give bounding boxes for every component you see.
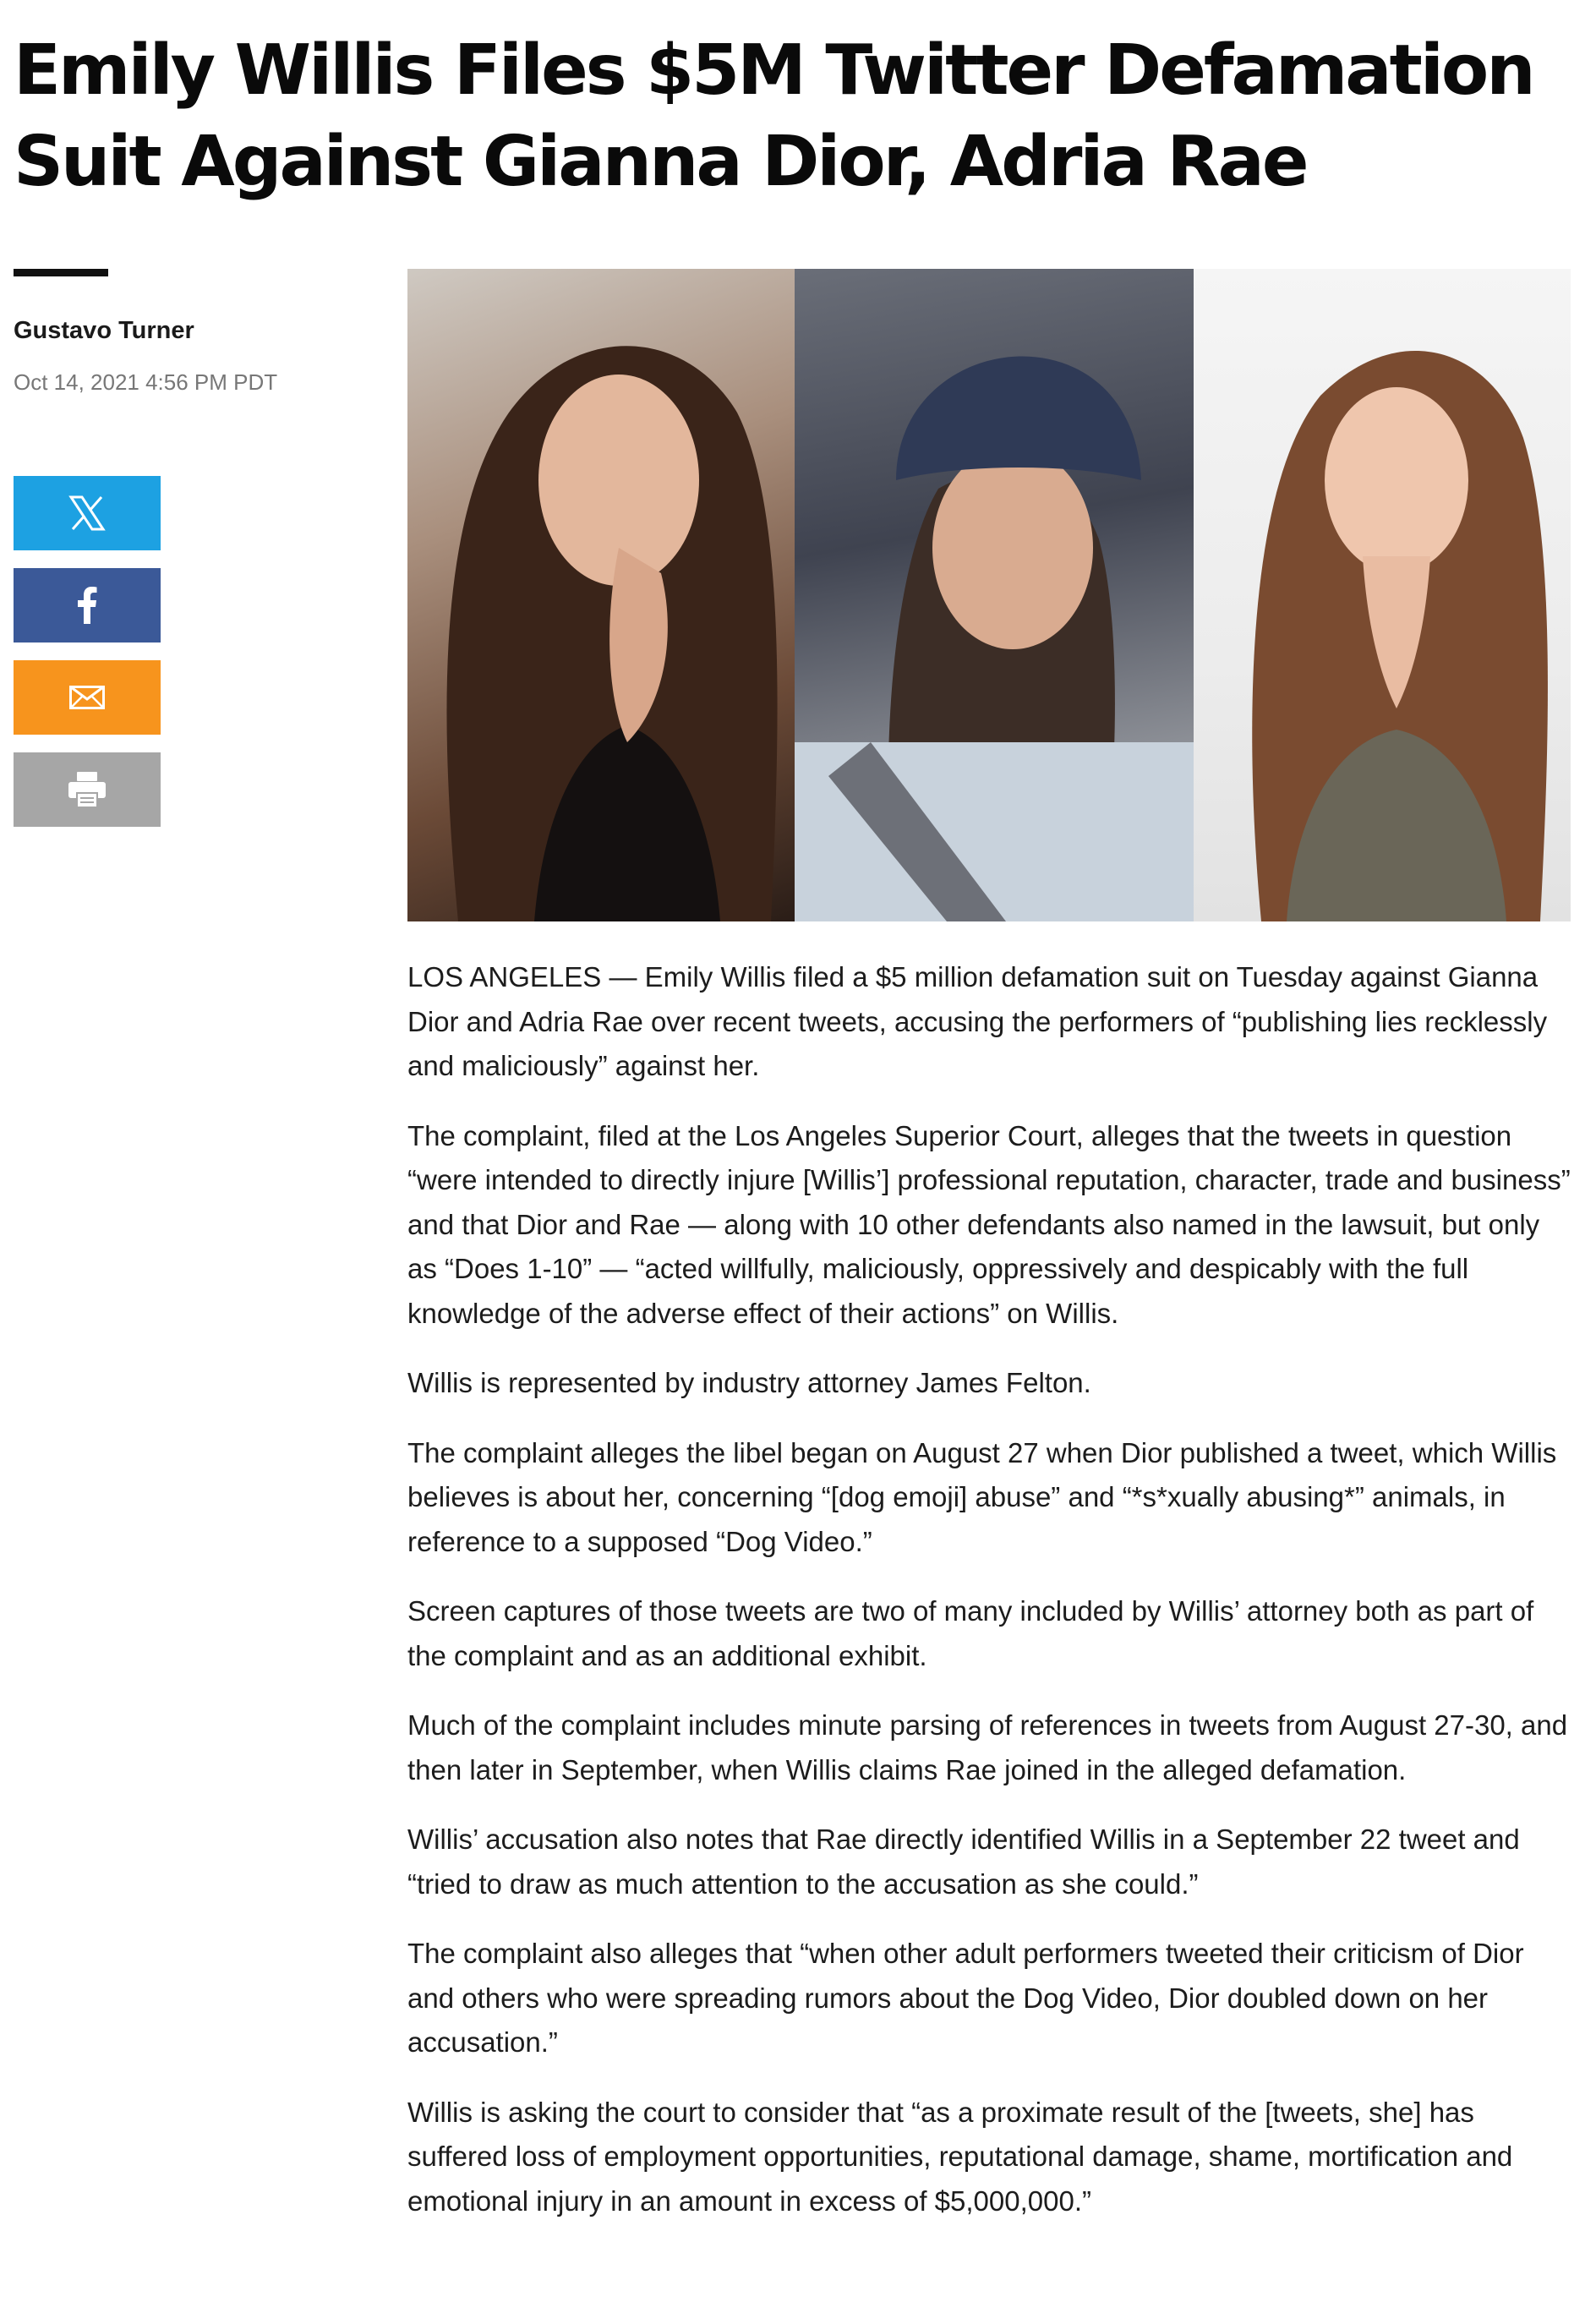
portrait-left [407,269,795,921]
article-paragraph: Much of the complaint includes minute parsing of references in tweets from August 27-30, and then later in September, when Willis claims Rae joined in the alleged defamation. [407,1709,1568,1785]
facebook-icon [77,587,97,624]
portrait-right [1194,269,1571,921]
article-paragraph: The complaint also alleges that “when other adult performers tweeted their criticism of Dior and others who were spreading rumors about the Dog Video, Dior doubled down on her accusation.” [407,1938,1524,2058]
share-x-button[interactable] [14,476,161,550]
hero-image [407,269,1571,921]
article-paragraph: LOS ANGELES — Emily Willis filed a $5 million defamation suit on Tuesday against Gianna Dior and Adria Rae over recent tweets, accusing the performers of “publishing lies recklessly and maliciously” against her. [407,961,1548,1081]
share-facebook-button[interactable] [14,568,161,642]
article-headline: Emily Willis Files $5M Twitter Defamation Suit Against Gianna Dior, Adria Rae [14,30,1533,202]
printer-icon [68,771,107,808]
article-paragraph: Willis is represented by industry attorney James Felton. [407,1367,1091,1398]
article-paragraph: Screen captures of those tweets are two of many included by Willis’ attorney both as part of the complaint and as an additional exhibit. [407,1595,1534,1671]
portrait-center [795,269,1194,921]
article-paragraph: Willis’ accusation also notes that Rae directly identified Willis in a September 22 tweet and “tried to draw as much attention to the accusation as she could.” [407,1824,1520,1900]
share-email-button[interactable] [14,660,161,735]
author-name[interactable]: Gustavo Turner [14,317,194,344]
byline-divider [14,269,108,276]
article-paragraph: Willis is asking the court to consider that “as a proximate result of the [tweets, she] has suffered loss of employment opportunities, reputational damage, shame, mortification and emotional injury in an amount in excess of $5,000,000.” [407,2096,1513,2217]
x-logo-icon [68,495,106,531]
article-body [407,955,1571,2249]
article-paragraph: The complaint alleges the libel began on August 27 when Dior published a tweet, which Willis believes is about her, concerning “[dog emoji] abuse” and “*s*xually abusing*” animals, in reference to a supposed “Dog Video.” [407,1436,1557,1557]
publish-date: Oct 14, 2021 4:56 PM PDT [14,369,278,395]
envelope-icon [69,686,105,709]
print-button[interactable] [14,752,161,827]
article-paragraph: The complaint, filed at the Los Angeles Superior Court, alleges that the tweets in question “were intended to directly injure [Willis’] professional reputation, character, trade and business” and that Dior and Rae — along with 10 other defendants also named in the lawsuit, but only as “Does 1-10” — “acted willfully, maliciously, oppressively and despicably with the full knowledge of the adverse effect of their actions” on Willis. [407,1119,1571,1329]
